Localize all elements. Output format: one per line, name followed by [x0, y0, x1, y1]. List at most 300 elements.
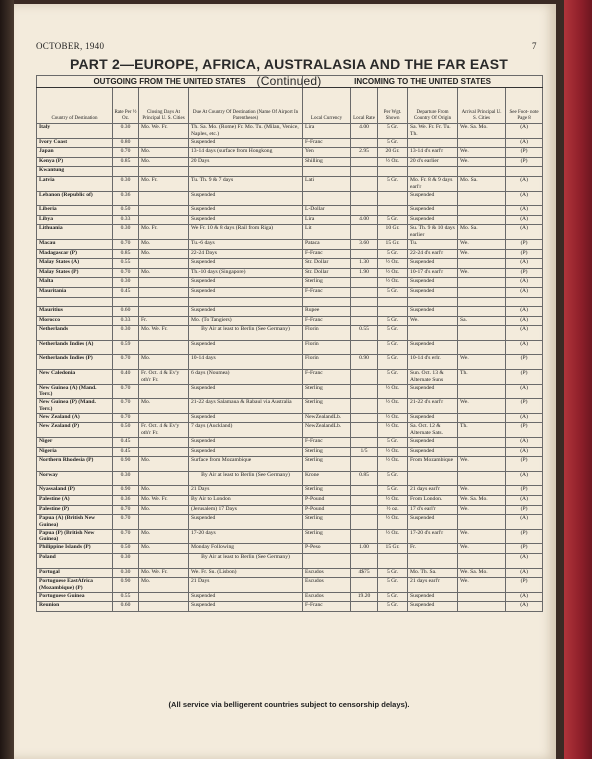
table-row: [37, 307, 543, 317]
row-closing: [139, 413, 189, 423]
row-due: We Fr. 10 & 8 days (Rail from Riga): [189, 225, 303, 240]
table-row: [37, 602, 543, 612]
row-arrival: We.: [458, 505, 506, 515]
col-country: Country of Destination: [37, 88, 113, 124]
table-row: [37, 176, 543, 191]
row-due: 22-24 Days: [189, 249, 303, 259]
row-currency: Sterling: [303, 457, 351, 472]
row-rate: 0.70: [113, 148, 139, 158]
row-per-wgt: 5 Gr.: [378, 340, 408, 355]
table-row: [37, 553, 543, 568]
row-due: Suspended: [189, 438, 303, 448]
row-departure: Fr.: [408, 544, 458, 554]
row-closing: Mo.: [139, 157, 189, 167]
row-local-rate: [351, 370, 378, 385]
row-departure: 17 d's earl'r: [408, 505, 458, 515]
row-departure: 13-14 d's earl'r: [408, 148, 458, 158]
row-local-rate: [351, 297, 378, 307]
row-closing: Mo.: [139, 505, 189, 515]
row-due: Suspended: [189, 259, 303, 269]
row-country: Kenya (P): [37, 157, 113, 167]
row-local-rate: 4$75: [351, 568, 378, 578]
row-departure: Suspended: [408, 602, 458, 612]
table-row: [37, 287, 543, 297]
row-country: Italy: [37, 124, 113, 139]
row-closing: [139, 206, 189, 216]
row-arrival: We.: [458, 399, 506, 414]
table-row: [37, 138, 543, 148]
row-rate: 0.30: [113, 278, 139, 288]
row-per-wgt: ½ Oz.: [378, 399, 408, 414]
row-per-wgt: 5 Gr.: [378, 249, 408, 259]
table-row: [37, 384, 543, 399]
row-currency: [303, 167, 351, 177]
row-local-rate: [351, 287, 378, 297]
row-currency: Krone: [303, 471, 351, 486]
row-departure: 20 d's earlier: [408, 157, 458, 167]
row-departure: Suspended: [408, 215, 458, 225]
row-local-rate: [351, 340, 378, 355]
row-footnote: (A): [506, 206, 543, 216]
row-rate: 0.55: [113, 592, 139, 602]
row-per-wgt: 5 Gr.: [378, 602, 408, 612]
table-row: [37, 505, 543, 515]
row-arrival: [458, 340, 506, 355]
table-row: [37, 268, 543, 278]
row-rate: 0.33: [113, 316, 139, 326]
row-arrival: We. Sa. Mo.: [458, 496, 506, 506]
section-incoming: INCOMING TO THE UNITED STATES: [303, 76, 543, 88]
row-currency: P-Pound: [303, 505, 351, 515]
row-departure: Sa. We. Fr. Fr. Tu. Th.: [408, 124, 458, 139]
row-arrival: [458, 471, 506, 486]
row-rate: 0.60: [113, 307, 139, 317]
row-closing: [139, 278, 189, 288]
row-closing: [139, 602, 189, 612]
row-closing: Mo.: [139, 457, 189, 472]
row-departure: Suspended: [408, 413, 458, 423]
row-local-rate: [351, 138, 378, 148]
table-row: [37, 167, 543, 177]
airmail-schedule-table: [36, 75, 543, 612]
row-footnote: (A): [506, 316, 543, 326]
row-local-rate: [351, 176, 378, 191]
row-rate: 0.90: [113, 457, 139, 472]
row-due: 10-14 days: [189, 355, 303, 370]
row-per-wgt: 5 Gr.: [378, 592, 408, 602]
row-per-wgt: ½ Oz.: [378, 515, 408, 530]
row-currency: [303, 297, 351, 307]
row-closing: Mo. We. Fr.: [139, 496, 189, 506]
row-departure: Sa. Oct. 12 & Alternate Sats.: [408, 423, 458, 438]
row-due: By Air at least to Berlin (See Germany): [189, 553, 303, 568]
row-footnote: (A): [506, 259, 543, 269]
row-arrival: We.: [458, 239, 506, 249]
row-local-rate: [351, 515, 378, 530]
row-footnote: (A): [506, 215, 543, 225]
row-local-rate: [351, 457, 378, 472]
row-closing: Mo.: [139, 544, 189, 554]
row-arrival: [458, 384, 506, 399]
row-currency: Sterling: [303, 486, 351, 496]
row-currency: NewZealandLb.: [303, 423, 351, 438]
row-currency: Florin: [303, 355, 351, 370]
row-departure: Suspended: [408, 206, 458, 216]
row-per-wgt: 5 Gr.: [378, 471, 408, 486]
table-row: [37, 148, 543, 158]
row-local-rate: [351, 578, 378, 593]
row-currency: Pataca: [303, 239, 351, 249]
row-currency: Yen: [303, 148, 351, 158]
row-per-wgt: [378, 297, 408, 307]
table-body: [37, 124, 543, 612]
row-departure: 22-24 d's earl'r: [408, 249, 458, 259]
row-country: New Zealand (P): [37, 423, 113, 438]
row-local-rate: [351, 316, 378, 326]
row-closing: [139, 553, 189, 568]
col-closing: Closing Days At Principal U. S. Cities: [139, 88, 189, 124]
row-due: Suspended: [189, 413, 303, 423]
row-country: Papua (A) (British New Guinea): [37, 515, 113, 530]
row-country: Latvia: [37, 176, 113, 191]
row-arrival: [458, 602, 506, 612]
row-arrival: We. Sa. Mo.: [458, 568, 506, 578]
row-rate: 0.90: [113, 578, 139, 593]
row-arrival: We.: [458, 148, 506, 158]
row-departure: Suspended: [408, 307, 458, 317]
row-closing: [139, 215, 189, 225]
row-per-wgt: 5 Gr.: [378, 316, 408, 326]
row-local-rate: [351, 399, 378, 414]
title-main: PART 2—EUROPE, AFRICA, AUSTRALASIA AND THE FAR EAST: [70, 56, 508, 72]
row-arrival: [458, 438, 506, 448]
row-footnote: (A): [506, 447, 543, 457]
row-country: New Guinea (A) (Mand. Terr.): [37, 384, 113, 399]
row-departure: We.: [408, 316, 458, 326]
row-per-wgt: ½ Oz.: [378, 447, 408, 457]
page-date: OCTOBER, 1940: [36, 41, 105, 51]
row-departure: [408, 138, 458, 148]
row-country: Portuguese Guinea: [37, 592, 113, 602]
table-row: [37, 124, 543, 139]
row-country: New Zealand (A): [37, 413, 113, 423]
row-per-wgt: 5 Gr.: [378, 215, 408, 225]
title-continued: (Continued): [256, 74, 322, 88]
row-departure: Tu.: [408, 239, 458, 249]
table-row: [37, 568, 543, 578]
row-per-wgt: ½ Oz.: [378, 259, 408, 269]
row-currency: Lit: [303, 225, 351, 240]
row-footnote: (P): [506, 423, 543, 438]
row-country: Portuguese EastAfrica (Mozambique) (P): [37, 578, 113, 593]
row-rate: 0.60: [113, 602, 139, 612]
row-currency: [303, 191, 351, 206]
row-due: Suspended: [189, 447, 303, 457]
row-footnote: (A): [506, 124, 543, 139]
row-departure: Mo. Fr. 8 & 9 days earl'r: [408, 176, 458, 191]
row-currency: F-Franc: [303, 370, 351, 385]
row-departure: [408, 471, 458, 486]
row-country: Papua (P) (British New Guinea): [37, 529, 113, 544]
row-country: Mauritania: [37, 287, 113, 297]
row-arrival: [458, 326, 506, 341]
row-rate: 0.45: [113, 287, 139, 297]
row-due: 13-14 days (surface from Hongkong: [189, 148, 303, 158]
row-rate: 0.45: [113, 447, 139, 457]
row-arrival: We.: [458, 268, 506, 278]
row-per-wgt: ½ Oz.: [378, 423, 408, 438]
row-per-wgt: 5 Gr.: [378, 124, 408, 139]
row-due: Tu. Th. 9 & 7 days: [189, 176, 303, 191]
row-local-rate: [351, 486, 378, 496]
table-row: [37, 486, 543, 496]
table-row: [37, 191, 543, 206]
row-arrival: [458, 215, 506, 225]
table-row: [37, 529, 543, 544]
row-country: Liberia: [37, 206, 113, 216]
row-footnote: (P): [506, 457, 543, 472]
row-closing: [139, 515, 189, 530]
row-per-wgt: 5 Gr.: [378, 176, 408, 191]
row-due: 7 days (Auckland): [189, 423, 303, 438]
row-arrival: [458, 167, 506, 177]
row-local-rate: [351, 553, 378, 568]
col-arrival: Arrival Principal U. S. Cities: [458, 88, 506, 124]
row-closing: [139, 471, 189, 486]
row-footnote: (P): [506, 529, 543, 544]
row-country: Nigeria: [37, 447, 113, 457]
row-footnote: (A): [506, 138, 543, 148]
row-closing: Mo.: [139, 486, 189, 496]
row-closing: Mo.: [139, 529, 189, 544]
row-footnote: (P): [506, 370, 543, 385]
row-closing: Mo.: [139, 578, 189, 593]
table-row: [37, 592, 543, 602]
row-closing: [139, 287, 189, 297]
row-arrival: Mo. Sa.: [458, 225, 506, 240]
table-row: [37, 423, 543, 438]
col-due: Due At Country Of Destination (Name Of Airport In Parentheses): [189, 88, 303, 124]
row-country: Niger: [37, 438, 113, 448]
row-arrival: [458, 206, 506, 216]
row-departure: Suspended: [408, 515, 458, 530]
book-spine-left: [0, 0, 14, 759]
row-per-wgt: [378, 191, 408, 206]
row-per-wgt: 15 Gr.: [378, 544, 408, 554]
row-arrival: [458, 592, 506, 602]
row-country: Netherlands: [37, 326, 113, 341]
row-per-wgt: 5 Gr.: [378, 326, 408, 341]
row-departure: [408, 167, 458, 177]
row-currency: F-Franc: [303, 138, 351, 148]
row-local-rate: 1/5: [351, 447, 378, 457]
row-due: Suspended: [189, 307, 303, 317]
page-number: 7: [532, 41, 537, 51]
row-closing: Fr.: [139, 316, 189, 326]
row-due: 21 Days: [189, 578, 303, 593]
row-per-wgt: 5 Gr.: [378, 486, 408, 496]
row-local-rate: 0.90: [351, 355, 378, 370]
row-currency: Florin: [303, 340, 351, 355]
row-country: Netherlands Indies (A): [37, 340, 113, 355]
row-due: By Air at least to Berlin (See Germany): [189, 471, 303, 486]
row-closing: Mo. Fr.: [139, 225, 189, 240]
row-local-rate: [351, 413, 378, 423]
row-footnote: (P): [506, 486, 543, 496]
row-rate: 0.30: [113, 124, 139, 139]
row-closing: [139, 259, 189, 269]
table-row: [37, 278, 543, 288]
row-rate: 0.30: [113, 225, 139, 240]
row-departure: Suspended: [408, 287, 458, 297]
row-departure: Su. Th. 9 & 10 days earlier: [408, 225, 458, 240]
row-closing: Mo.: [139, 355, 189, 370]
row-departure: 21 days earl'r: [408, 578, 458, 593]
row-due: We. Fr. Su. (Lisbon): [189, 568, 303, 578]
row-footnote: (A): [506, 438, 543, 448]
row-country: New Guinea (P) (Mand. Terr.): [37, 399, 113, 414]
row-country: Netherlands Indies (P): [37, 355, 113, 370]
row-footnote: (A): [506, 176, 543, 191]
row-due: 17-20 days: [189, 529, 303, 544]
row-country: Japan: [37, 148, 113, 158]
row-due: Suspended: [189, 138, 303, 148]
row-closing: [139, 592, 189, 602]
row-closing: [139, 167, 189, 177]
row-per-wgt: 5 Gr.: [378, 578, 408, 593]
col-currency: Local Currency: [303, 88, 351, 124]
row-closing: Mo. Fr.: [139, 176, 189, 191]
row-due: Suspended: [189, 191, 303, 206]
row-country: Norway: [37, 471, 113, 486]
row-closing: Fr. Oct. 4 & Ev'y oth'r Fr.: [139, 370, 189, 385]
row-rate: 0.85: [113, 157, 139, 167]
row-rate: 0.40: [113, 370, 139, 385]
row-closing: Mo.: [139, 148, 189, 158]
row-per-wgt: [378, 167, 408, 177]
row-local-rate: [351, 438, 378, 448]
row-departure: Suspended: [408, 259, 458, 269]
row-currency: Str. Dollar: [303, 268, 351, 278]
table-row: [37, 316, 543, 326]
row-arrival: We.: [458, 578, 506, 593]
table-row: [37, 259, 543, 269]
row-due: Th.-10 days (Singapore): [189, 268, 303, 278]
table-row: [37, 326, 543, 341]
table-row: [37, 355, 543, 370]
book-binding-right: [564, 0, 592, 759]
row-local-rate: [351, 505, 378, 515]
row-per-wgt: 5 Gr.: [378, 138, 408, 148]
row-due: Suspended: [189, 592, 303, 602]
row-footnote: (A): [506, 191, 543, 206]
row-currency: Escudos: [303, 592, 351, 602]
row-due: Mo. (To Tangiers): [189, 316, 303, 326]
row-currency: F-Franc: [303, 316, 351, 326]
row-closing: Mo. We. Fr.: [139, 124, 189, 139]
row-currency: Florin: [303, 326, 351, 341]
row-country: Lithuania: [37, 225, 113, 240]
row-due: 21 Days: [189, 486, 303, 496]
row-rate: 0.59: [113, 340, 139, 355]
section-outgoing: OUTGOING FROM THE UNITED STATES: [37, 76, 303, 88]
row-local-rate: 4.00: [351, 215, 378, 225]
row-due: 20 Days: [189, 157, 303, 167]
row-per-wgt: 15 Gr.: [378, 239, 408, 249]
row-rate: 0.55: [113, 259, 139, 269]
row-per-wgt: 5 Gr.: [378, 287, 408, 297]
table-row: [37, 399, 543, 414]
document-page: [14, 4, 556, 759]
row-arrival: We.: [458, 529, 506, 544]
row-footnote: (A): [506, 602, 543, 612]
row-country: Ivory Coast: [37, 138, 113, 148]
row-rate: 0.70: [113, 529, 139, 544]
row-currency: Lira: [303, 215, 351, 225]
row-country: Macau: [37, 239, 113, 249]
row-local-rate: 0.85: [351, 471, 378, 486]
row-departure: [408, 326, 458, 341]
row-local-rate: [351, 602, 378, 612]
row-per-wgt: ½ Oz.: [378, 268, 408, 278]
row-footnote: (A): [506, 307, 543, 317]
row-local-rate: [351, 307, 378, 317]
row-local-rate: 2.95: [351, 148, 378, 158]
row-footnote: (A): [506, 287, 543, 297]
row-due: Monday Following: [189, 544, 303, 554]
row-currency: Sterling: [303, 515, 351, 530]
row-rate: 0.30: [113, 568, 139, 578]
row-local-rate: 1.90: [351, 268, 378, 278]
row-country: Malta: [37, 278, 113, 288]
row-closing: [139, 340, 189, 355]
table-row: [37, 447, 543, 457]
row-due: Suspended: [189, 515, 303, 530]
table-row: [37, 340, 543, 355]
row-arrival: Th.: [458, 423, 506, 438]
table-row: [37, 297, 543, 307]
row-footnote: (P): [506, 399, 543, 414]
row-currency: Sterling: [303, 529, 351, 544]
row-due: Suspended: [189, 278, 303, 288]
censorship-note: (All service via belligerent countries subject to censorship delays).: [168, 700, 410, 709]
row-local-rate: [351, 191, 378, 206]
row-local-rate: 4.00: [351, 124, 378, 139]
row-footnote: (A): [506, 384, 543, 399]
row-rate: 0.90: [113, 486, 139, 496]
row-footnote: (A): [506, 592, 543, 602]
row-departure: 21-22 d's earl'r: [408, 399, 458, 414]
row-currency: Rupee: [303, 307, 351, 317]
row-local-rate: [351, 278, 378, 288]
table-row: [37, 457, 543, 472]
row-country: Lebanon (Republic of): [37, 191, 113, 206]
row-departure: Suspended: [408, 340, 458, 355]
row-footnote: (A): [506, 225, 543, 240]
row-country: Reunion: [37, 602, 113, 612]
row-rate: 0.30: [113, 471, 139, 486]
row-rate: 0.36: [113, 496, 139, 506]
row-local-rate: 1.00: [351, 544, 378, 554]
col-local-rate: Local Rate: [351, 88, 378, 124]
table-row: [37, 215, 543, 225]
row-per-wgt: 5 Gr.: [378, 568, 408, 578]
row-rate: [113, 167, 139, 177]
row-footnote: (P): [506, 544, 543, 554]
row-closing: Mo.: [139, 249, 189, 259]
row-departure: [408, 553, 458, 568]
row-departure: Suspended: [408, 278, 458, 288]
